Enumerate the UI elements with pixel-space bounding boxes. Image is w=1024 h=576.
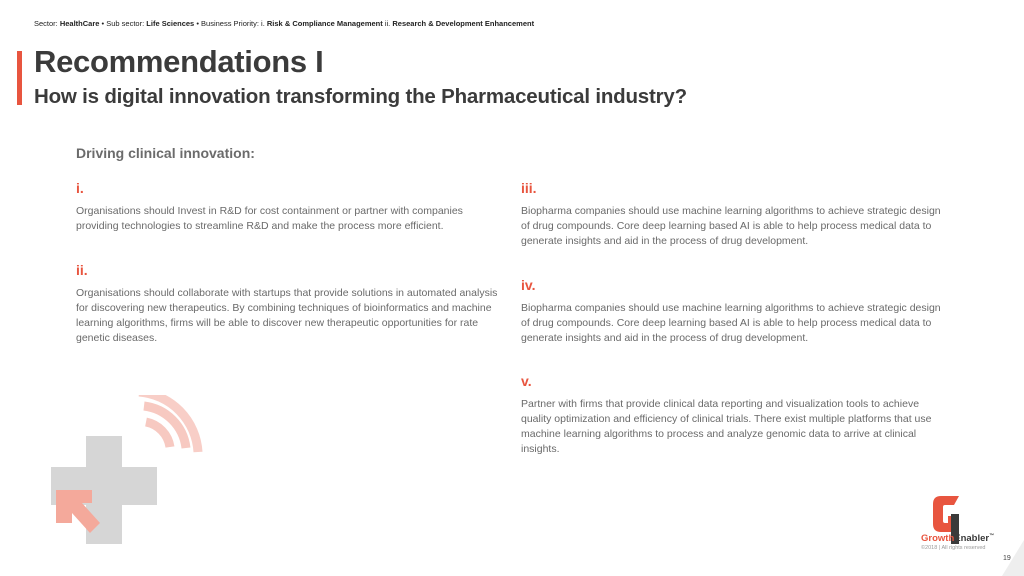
medical-signal-illustration — [48, 395, 218, 547]
sector-value: HealthCare — [59, 19, 100, 28]
recommendation-number: iii. — [521, 180, 537, 196]
sub-sector-value: Life Sciences — [146, 19, 195, 28]
separator: • — [194, 19, 202, 28]
logo-growth: Growth — [921, 533, 955, 545]
priority-1: Risk & Compliance Management — [266, 19, 383, 28]
recommendation-text: Organisations should Invest in R&D for cost containment or partner with companies providing technologies to streamline R&D and make the process more efficient. — [76, 205, 463, 232]
recommendation-iii — [521, 180, 945, 249]
logo-wordmark — [921, 533, 994, 544]
priority-2: Research & Development Enhancement — [392, 19, 535, 28]
recommendation-iv — [521, 277, 945, 346]
separator: • — [99, 19, 107, 28]
section-heading: Driving clinical innovation: — [76, 145, 255, 161]
sub-sector-label: Sub sector: — [106, 19, 147, 28]
signal-waves-icon — [139, 395, 198, 452]
priority-sep: ii. — [382, 19, 393, 28]
corner-decoration — [994, 540, 1024, 576]
recommendation-text: Biopharma companies should use machine learning algorithms to achieve strategic design of drug compounds. Core deep learning based AI is able to help process medical data to generate insights and aid in the process of drug development. — [521, 205, 941, 247]
recommendation-number: ii. — [76, 262, 88, 278]
page-number: 19 — [1003, 555, 1011, 562]
priority-label: Business Priority: i. — [201, 19, 267, 28]
recommendation-number: i. — [76, 180, 84, 196]
title-accent-bar — [17, 51, 22, 105]
recommendation-i — [76, 180, 500, 234]
recommendation-number: iv. — [521, 277, 536, 293]
recommendation-ii — [76, 262, 500, 346]
sector-label: Sector: — [34, 19, 60, 28]
recommendation-text: Organisations should collaborate with startups that provide solutions in automated analysis for discovering new therapeutics. By combining techniques of bioinformatics and machine learning algorithms, firms will be able to discover new therapeutic opportunities for rate genetic diseases. — [76, 287, 498, 344]
recommendation-number: v. — [521, 373, 532, 389]
recommendation-text: Biopharma companies should use machine learning algorithms to achieve strategic design of drug compounds. Core deep learning based AI is able to help process medical data to generate insights and aid in the process of drug development. — [521, 302, 941, 344]
page-title: Recommendations I — [34, 44, 324, 79]
logo-enabler: Enabler — [954, 533, 990, 545]
copyright-text: ©2018 | All rights reserved — [921, 545, 986, 551]
recommendation-text: Partner with firms that provide clinical data reporting and visualization tools to achieve quality optimization and efficiency of clinical trials. There exist multiple platforms that use machine learning algorithms to process and analyze genomic data to arrive at clinical insights. — [521, 398, 932, 455]
logo-tm: ™ — [989, 533, 995, 539]
recommendation-v — [521, 373, 945, 457]
page-subtitle: How is digital innovation transforming the Pharmaceutical industry? — [34, 85, 687, 108]
breadcrumb — [34, 19, 534, 28]
